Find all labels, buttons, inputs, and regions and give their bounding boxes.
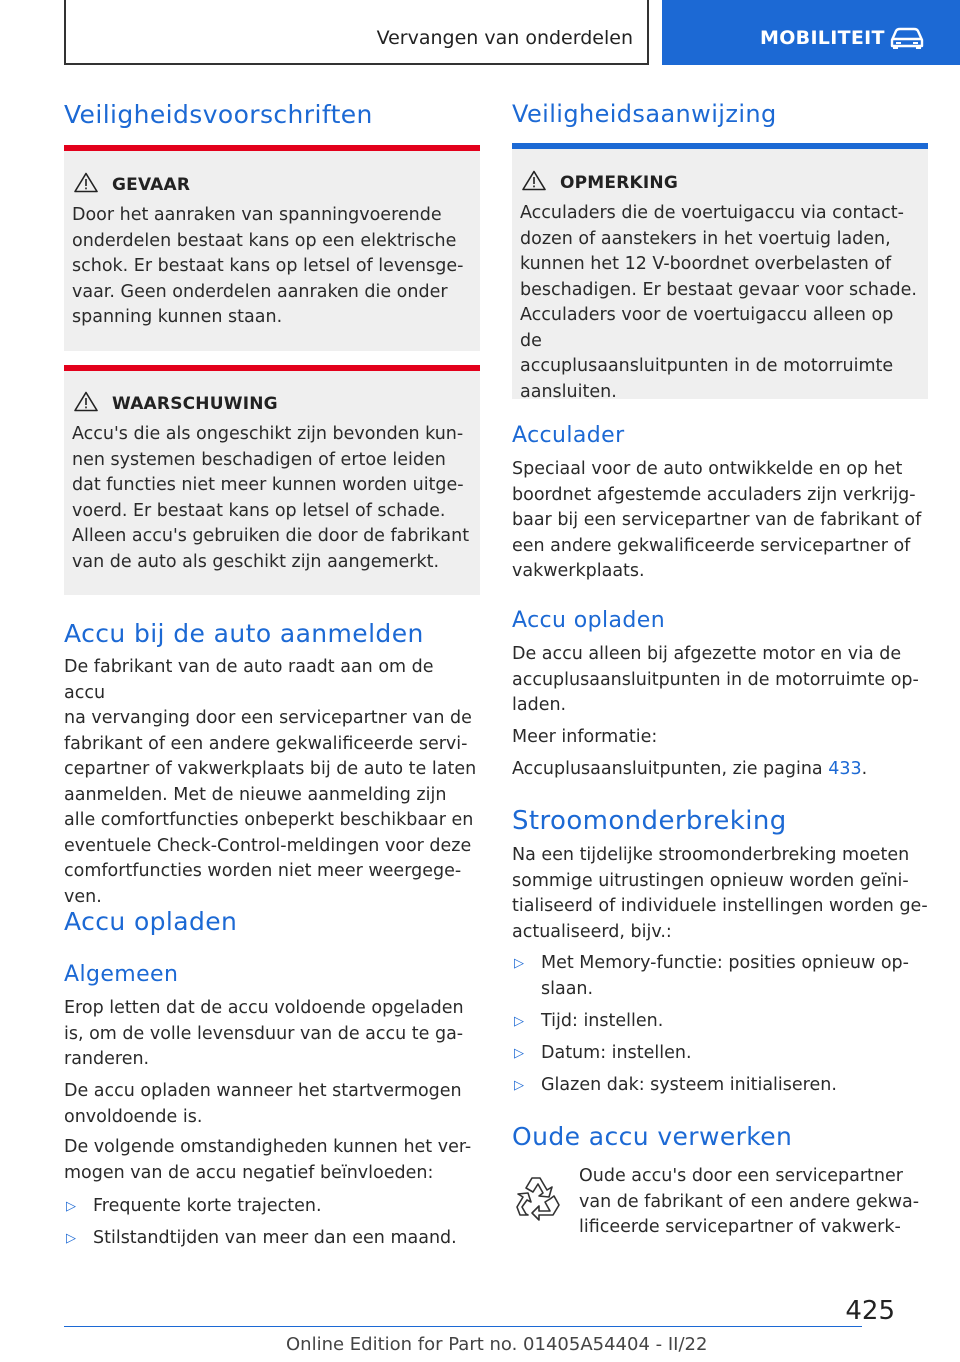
cross-reference: Accuplusaansluitpunten, zie pagina 433. xyxy=(512,759,868,779)
page-reference-link[interactable]: 433 xyxy=(828,759,862,779)
header-chapter-title: MOBILITEIT xyxy=(760,27,885,49)
warning-bar xyxy=(64,365,480,371)
heading-safety-rules: Veiligheidsvoorschriften xyxy=(64,100,373,129)
notice-box xyxy=(512,143,928,402)
charge-paragraph: De accu alleen bij afgezette motor en via de accuplusaansluitpunten in de motorruimte op- laden. xyxy=(512,644,919,715)
header-section-title: Vervangen van onderdelen xyxy=(376,27,633,49)
heading-charge-battery: Accu opladen xyxy=(64,907,238,936)
heading-general: Algemeen xyxy=(64,962,179,987)
disposal-paragraph: Oude accu's door een servicepartner van de fabrikant of een andere gekwa- lificeerde servicepartner of vakwerk- xyxy=(579,1166,920,1237)
register-paragraph: De fabrikant van de auto raadt aan om de accu na vervanging door een servicepartner van de fabrikant of een andere gekwalificeerde servi- cepartner of vakwerkplaats bij de auto te laten aanmelden. Met de nieuwe aanmelding zijn alle comfortfuncties onbeperkt beschikbaar en eventuele Check-Control-meldingen voor deze comfortfuncties worden niet meer weergege- ven. xyxy=(64,657,477,907)
warning-box xyxy=(64,365,480,595)
general-paragraph-2: De accu opladen wanneer het startvermogen onvoldoende is. xyxy=(64,1081,462,1127)
heading-charger: Acculader xyxy=(512,423,625,448)
heading-charge-battery-right: Accu opladen xyxy=(512,608,666,633)
notice-text: Acculaders die de voertuigaccu via contact- dozen of aanstekers in het voertuig laden, kunnen het 12 V-boordnet overbelasten of beschadigen. Er bestaat gevaar voor schade. Acculaders voor de voertuigaccu alleen op de accuplusaansluitpunten in de motorruimte aansluiten. xyxy=(520,203,917,402)
warning-text: Accu's die als ongeschikt zijn bevonden kun- nen systemen beschadigen of ertoe leiden dat functies niet meer kunnen worden uitge- voerd. Er bestaat kans op letsel of schade. Alleen accu's gebruiken die door de fabrikant van de auto als geschikt zijn aangemerkt. xyxy=(72,424,470,572)
header-chapter-tab xyxy=(662,0,960,65)
bullet-triangle-icon: ▷ xyxy=(514,956,524,971)
bullet-triangle-icon: ▷ xyxy=(514,1046,524,1061)
power-paragraph: Na een tijdelijke stroomonderbreking moeten sommige uitrustingen opnieuw worden geïni- tialiseerd of individuele instellingen worden ge- actualiseerd, bijv.: xyxy=(512,845,928,942)
general-paragraph-3: De volgende omstandigheden kunnen het ver- mogen van de accu negatief beïnvloeden: xyxy=(64,1137,472,1183)
notice-bar xyxy=(512,143,928,149)
page-number: 425 xyxy=(845,1296,895,1326)
warning-triangle-icon xyxy=(74,172,98,193)
danger-bar xyxy=(64,145,480,151)
header-section-tab xyxy=(64,0,649,65)
more-info-label: Meer informatie: xyxy=(512,727,658,747)
car-icon xyxy=(888,27,926,49)
heading-register-battery: Accu bij de auto aanmelden xyxy=(64,619,424,648)
footer-edition: Online Edition for Part no. 01405A54404 - II/22 xyxy=(286,1334,708,1355)
general-paragraph-1: Erop letten dat de accu voldoende opgeladen is, om de volle levensduur van de accu te ga- randeren. xyxy=(64,998,464,1069)
notice-label: OPMERKING xyxy=(560,173,679,193)
heading-power-interruption: Stroomonderbreking xyxy=(512,806,787,836)
bullet-triangle-icon: ▷ xyxy=(66,1231,76,1246)
heading-battery-disposal: Oude accu verwerken xyxy=(512,1122,793,1151)
warning-label: WAARSCHUWING xyxy=(112,394,278,414)
charger-paragraph: Speciaal voor de auto ontwikkelde en op het boordnet afgestemde acculaders zijn verkrijg- baar bij een servicepartner van de fabrikant of een andere gekwalificeerde servicepartner of vakwerkplaats. xyxy=(512,459,922,581)
warning-triangle-icon xyxy=(522,170,546,191)
heading-safety-notice: Veiligheidsaanwijzing xyxy=(512,100,777,128)
recycle-icon xyxy=(514,1172,564,1224)
bullet-triangle-icon: ▷ xyxy=(66,1199,76,1214)
bullet-triangle-icon: ▷ xyxy=(514,1014,524,1029)
danger-box xyxy=(64,145,480,351)
bullet-triangle-icon: ▷ xyxy=(514,1078,524,1093)
danger-label: GEVAAR xyxy=(112,175,191,195)
danger-text: Door het aanraken van spanningvoerende onderdelen bestaat kans op een elektrische schok. Er bestaat kans op letsel of levensge- vaar. Geen onderdelen aanraken die onder spanning kunnen staan. xyxy=(72,205,464,327)
footer-divider xyxy=(64,1326,862,1327)
warning-triangle-icon xyxy=(74,391,98,412)
